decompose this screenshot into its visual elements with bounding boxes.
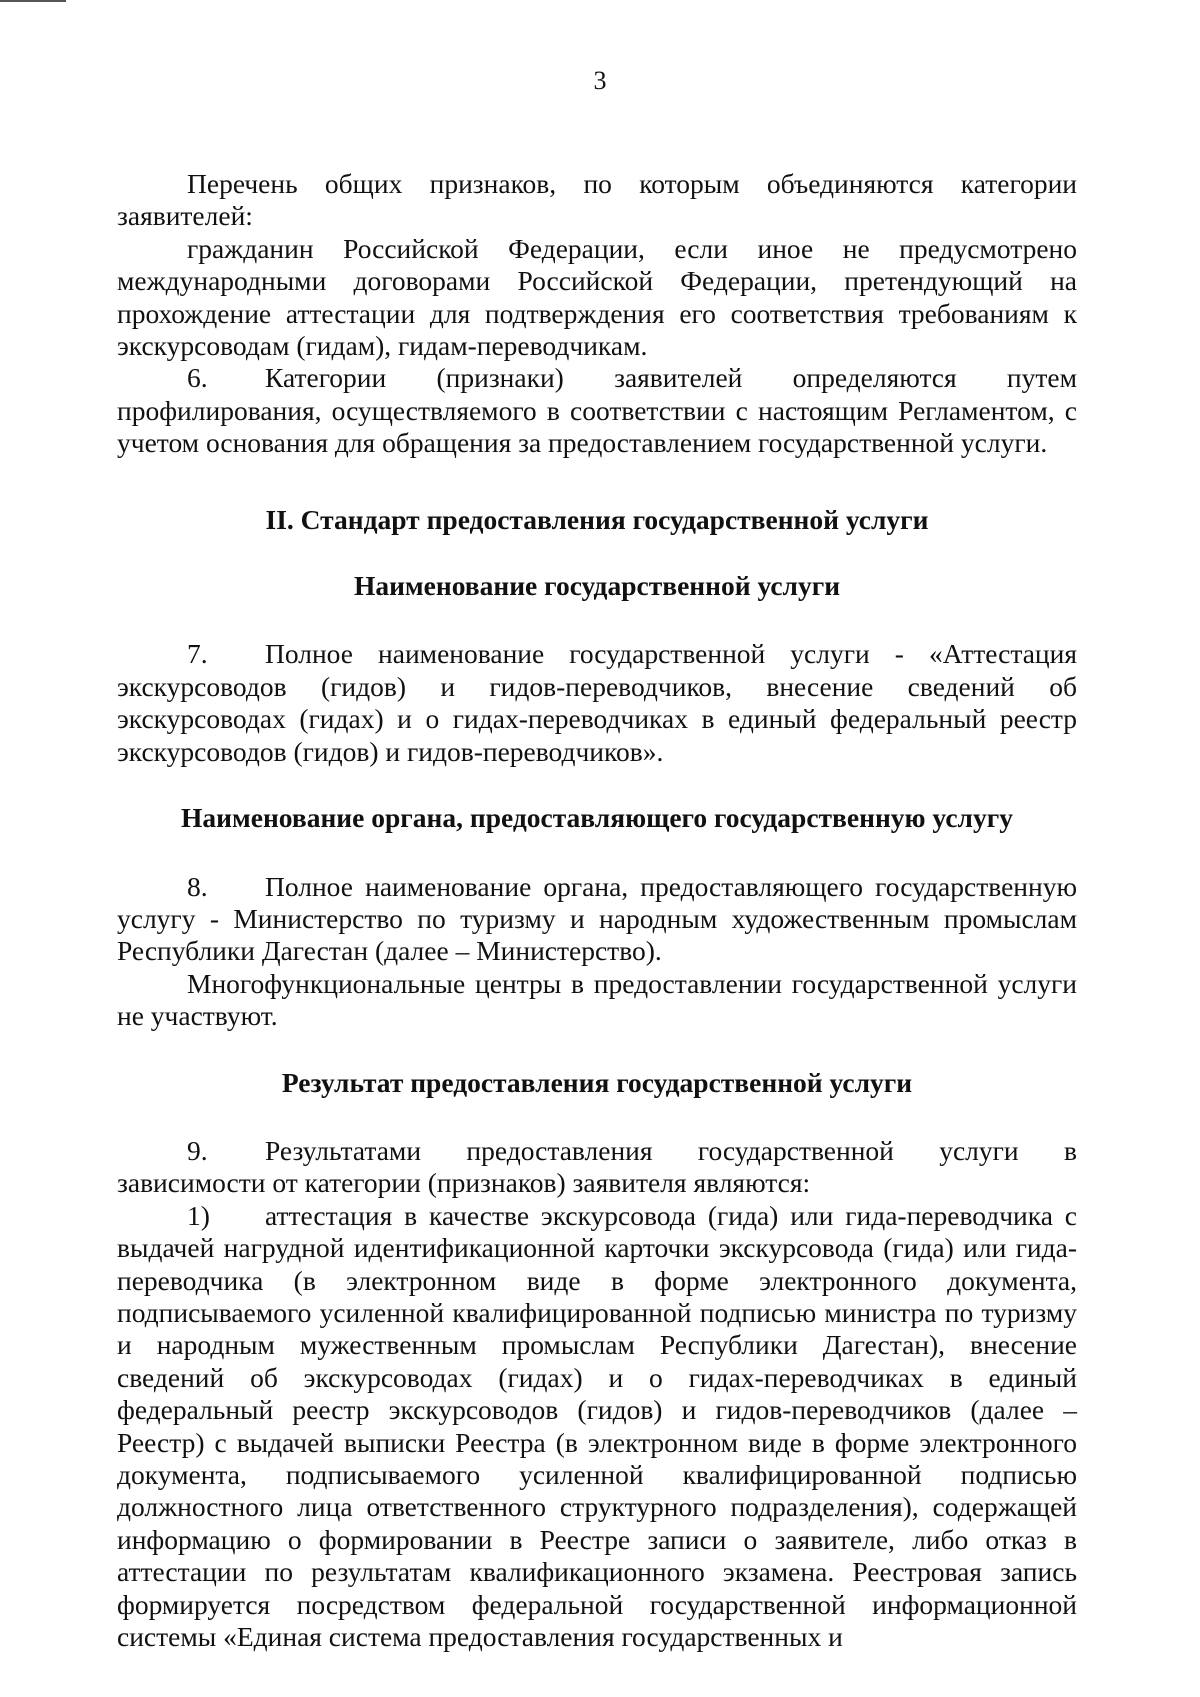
- paragraph-8: [117, 871, 1077, 968]
- paragraph-citizen: гражданин Российской Федерации, если иное не предусмотрено международными договорами Российской Федерации, претендующий на прохождение аттестации для подтверждения его соответствия требованиям к экскурсоводам (гидам), гидам-переводчикам.: [117, 232, 1077, 362]
- subheading-service-name: Наименование государственной услуги: [353, 570, 841, 602]
- paragraph-text: Категории (признаки) заявителей определяются путем профилирования, осуществляемого в соответствии с настоящим Регламентом, с учетом основания для обращения за предоставлением государственной услуги.: [117, 362, 1077, 459]
- item-number: 8.: [187, 870, 208, 902]
- paragraph-text: Полное наименование органа, предоставляющего государственную услугу - Министерство по туризму и народным художественным промыслам Республики Дагестан (далее – Министерство).: [117, 870, 1077, 967]
- item-number: 6.: [187, 362, 208, 394]
- scan-edge-mark: [0, 0, 66, 2]
- item-number: 1): [187, 1199, 210, 1231]
- paragraph-text: Полное наименование государственной услуги - «Аттестация экскурсоводов (гидов) и гидов-переводчиков, внесение сведений об экскурсоводах (гидах) и о гидах-переводчиках в единый федеральный реестр экскурсоводов (гидов) и гидов-переводчиков».: [117, 638, 1077, 767]
- item-number: 7.: [187, 638, 208, 670]
- document-body: [117, 168, 1077, 1653]
- paragraph-mfc: Многофункциональные центры в предоставлении государственной услуги не участвуют.: [117, 967, 1077, 1032]
- paragraph-7: [117, 638, 1077, 768]
- subheading-authority-name: Наименование органа, предоставляющего государственную услугу: [181, 802, 1013, 834]
- paragraph-text: аттестация в качестве экскурсовода (гида) или гида-переводчика с выдачей нагрудной идентификационной карточки экскурсовода (гида) или гида-переводчика (в электронном виде в форме электронного документа, подписываемого усиленной квалифицированной подписью министра по туризму и народным мужественным промыслам Республики Дагестан), внесение сведений об экскурсоводах (гидах) и о гидах-переводчиках в единый федеральный реестр экскурсоводов (гидов) и гидов-переводчиков (далее – Реестр) с выдачей выписки Реестра (в электронном виде в форме электронного документа, подписываемого усиленной квалифицированной подписью должностного лица ответственного структурного подразделения), содержащей информацию о формировании в Реестре записи о заявителе, либо отказ в аттестации по результатам квалификационного экзамена. Реестровая запись формируется посредством федеральной государственной информационной системы «Единая система предоставления государственных и: [117, 1199, 1077, 1653]
- paragraph-text: Результатами предоставления государственной услуги в зависимости от категории (признаков) заявителя являются:: [117, 1134, 1077, 1199]
- paragraph-common-criteria: Перечень общих признаков, по которым объединяются категории заявителей:: [117, 168, 1077, 232]
- paragraph-6: [117, 362, 1077, 459]
- paragraph-9: [117, 1135, 1077, 1200]
- section-heading: II. Стандарт предоставления государственной услуги: [265, 503, 929, 535]
- item-number: 9.: [187, 1134, 208, 1166]
- paragraph-9-1: [117, 1200, 1077, 1654]
- page-number: 3: [593, 66, 607, 95]
- subheading-result: Результат предоставления государственной услуги: [281, 1066, 913, 1098]
